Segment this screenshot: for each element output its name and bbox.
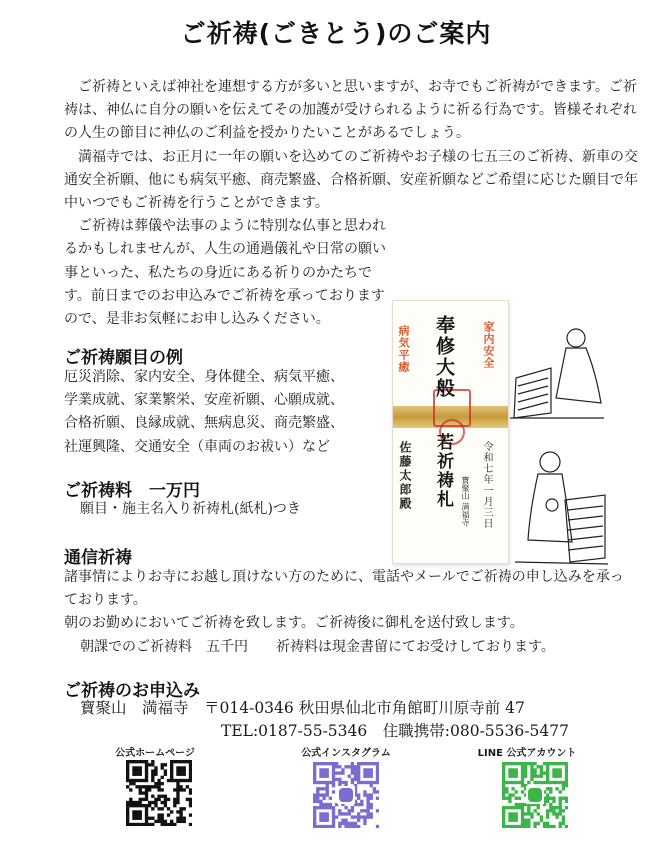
monk-sketch-top — [506, 318, 606, 428]
ofuda-red-right: 家内安全 — [482, 321, 495, 369]
intro-paragraph-3: ご祈祷は葬儀や法事のように特別な仏事と思われるかもしれませんが、人生の通過儀礼や日常の願い事といった、私たちの身近にある祈りのかたちです。前日までのお申込みでご祈祷を承っておりますので、是非お気軽にお申し込みください。 — [64, 218, 386, 328]
contact-address: 寶聚山 満福寺 〒014-0346 秋田県仙北市角館町川原寺前 47 — [80, 699, 525, 717]
examples-heading: ご祈祷願目の例 — [64, 348, 183, 368]
remote-line: 朝課でのご祈祷料 五千円 祈祷料は現金書留にてお受けしております。 — [80, 638, 555, 655]
examples-line: 合格祈願、良縁成就、無病息災、商売繁盛、 — [64, 415, 344, 432]
ofuda-red-left: 病気平癒 — [397, 325, 410, 373]
homepage-label: 公式ホームページ — [115, 748, 195, 759]
intro-paragraph-2: 満福寺では、お正月に一年の願いを込めてのご祈祷やお子様の七五三のご祈祷、新車の交通安全祈願、他にも病気平癒、商売繁盛、合格祈願、安産祈願などご希望に応じた願目で年中いつでもご祈祷を行うことができます。 — [64, 148, 638, 212]
remote-line: 朝のお勤めにおいてご祈祷を致します。ご祈祷後に御札を送付致します。 — [64, 615, 524, 632]
fee-note: 願目・施主名入り祈祷札(紙札)つき — [80, 501, 301, 517]
instagram-qr-code[interactable] — [313, 762, 379, 828]
ofuda-temple: 寶聚山 満福寺 — [461, 476, 470, 527]
remote-heading: 通信祈祷 — [64, 548, 132, 568]
fee-heading: ご祈祷料 一万円 — [64, 481, 200, 501]
ofuda-name: 佐藤太郎殿 — [398, 441, 412, 511]
ofuda-main-bottom: 若祈祷札 — [433, 433, 453, 509]
intro-text — [64, 76, 638, 331]
intro-paragraph-1: ご祈祷といえば神社を連想する方が多いと思いますが、お寺でもご祈祷ができます。ご祈祷は、神仏に自分の願いを伝えてその加護が受けられるように祈る行為です。皆様それぞれの人生の節目に神仏のご利益を授かりたいことがあるでしょう。 — [64, 79, 637, 142]
examples-line: 学業成就、家業繁栄、安産祈願、心願成就、 — [64, 392, 344, 409]
apply-heading: ご祈祷のお申込み — [64, 681, 200, 701]
remote-text — [64, 566, 624, 659]
instagram-label: 公式インスタグラム — [301, 748, 391, 759]
page-title: ご祈祷(ごきとう)のご案内 — [180, 19, 492, 48]
line-qr-code[interactable] — [502, 762, 568, 828]
line-label: LINE 公式アカウント — [477, 748, 577, 759]
examples-line: 社運興隆、交通安全（車両のお祓い）など — [64, 438, 330, 455]
examples-line: 厄災消除、家内安全、身体健全、病気平癒、 — [64, 369, 344, 385]
ofuda-main-top: 奉修大般 — [433, 315, 455, 399]
ofuda-image — [392, 300, 509, 564]
examples-list — [64, 366, 394, 459]
homepage-qr-code[interactable] — [126, 760, 192, 826]
monk-sketch-bottom — [510, 440, 610, 575]
contact-phone: TEL:0187-55-5346 住職携帯:080-5536-5477 — [221, 722, 569, 740]
ofuda-date: 令和七年一月三日 — [481, 441, 492, 529]
remote-line: 諸事情によりお寺にお越し頂けない方のために、電話やメールでご祈祷の申し込みを承っております。 — [64, 569, 624, 609]
